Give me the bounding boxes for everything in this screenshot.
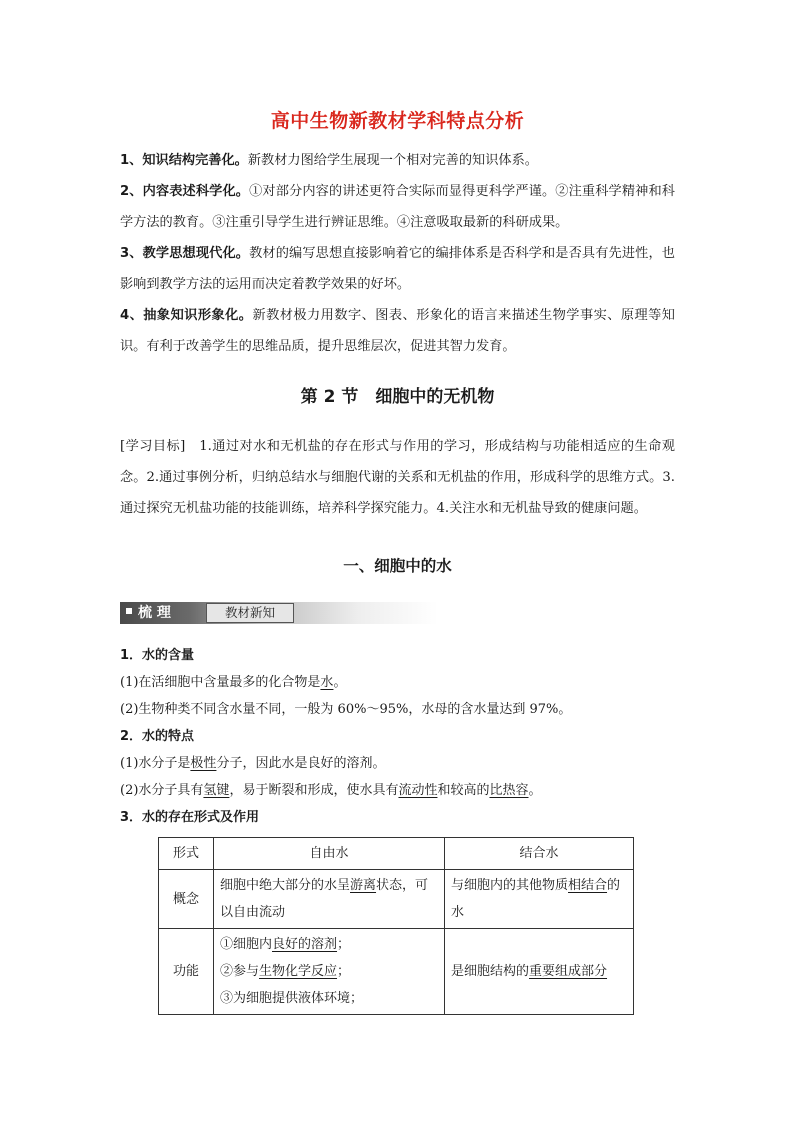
water-forms-heading (120, 804, 675, 831)
subsection-title: 一、细胞中的水 (343, 557, 452, 575)
water-prop-1 (120, 750, 675, 777)
feature-4 (120, 300, 675, 362)
function-line (220, 931, 438, 958)
table-row (159, 870, 634, 929)
learning-goals-text: 1.通过对水和无机盐的存在形式与作用的学习，形成结构与功能相适应的生命观念。2.通过事例分析，归纳总结水与细胞代谢的关系和无机盐的作用，形成科学的思维方式。3.通过探究无机盐功能的技能训练，培养科学探究能力。4.关注水和无机盐导致的健康问题。 (120, 439, 675, 516)
text: (2)水分子具有 (120, 783, 204, 798)
text: 与细胞内的其他物质 (451, 878, 569, 893)
feature-2 (120, 176, 675, 238)
feature-4-head: 4、抽象知识形象化。 (120, 308, 253, 323)
text: ①细胞内 (220, 937, 273, 952)
text: 细胞中绝大部分的水呈 (220, 878, 351, 893)
text: 。 (528, 783, 542, 798)
water-prop-2 (120, 777, 675, 804)
feature-3-body: 教材的编写思想直接影响着它的编排体系是否科学和是否具有先进性，也影响到教学方法的运用而决定着教学效果的好坏。 (120, 246, 675, 292)
table-row (159, 929, 634, 1015)
learning-goals (120, 431, 675, 524)
feature-3-head: 3、教学思想现代化。 (120, 246, 250, 261)
text: ②参与 (220, 964, 260, 979)
text: 和较高的 (437, 783, 490, 798)
feature-4-body: 新教材极力用数字、图表、形象化的语言来描述生物学事实、原理等知识。有利于改善学生的思维品质，提升思维层次，促进其智力发育。 (120, 308, 675, 354)
text: 分子，因此水是良好的溶剂。 (216, 756, 386, 771)
square-bullet-icon (126, 608, 132, 614)
document-body (120, 100, 675, 1015)
water-props-heading (120, 723, 675, 750)
text: 的水 (451, 878, 621, 920)
water-forms-table (158, 837, 634, 1015)
answer-blank: 相结合 (568, 878, 608, 893)
text: 。 (333, 675, 347, 690)
text: (1)水分子是 (120, 756, 191, 771)
table-header-cell: 自由水 (214, 838, 445, 870)
answer-blank: 重要组成部分 (529, 964, 608, 979)
text: (1)在活细胞中含量最多的化合物是 (120, 675, 321, 690)
feature-2-body: ①对部分内容的讲述更符合实际而显得更科学严谨。②注重科学精神和科学方法的教育。③注重引导学生进行辨证思维。④注意吸取最新的科研成果。 (120, 184, 675, 230)
banner-left-text: 梳 理 (138, 605, 171, 621)
learning-goals-tag: [学习目标] (120, 439, 186, 454)
answer-blank: 比热容 (489, 783, 529, 798)
feature-1-body: 新教材力图给学生展现一个相对完善的知识体系。 (247, 153, 538, 168)
table-cell (214, 870, 445, 929)
review-banner (120, 602, 438, 624)
answer-blank: 流动性 (398, 783, 438, 798)
answer-blank: 游离 (350, 878, 377, 893)
text: ； (337, 964, 351, 979)
table-header-row (159, 838, 634, 870)
section-title: 第 2 节 细胞中的无机物 (300, 387, 495, 407)
water-content-heading-text: 1．水的含量 (120, 648, 195, 663)
water-content-heading (120, 642, 675, 669)
feature-3 (120, 238, 675, 300)
feature-2-head: 2、内容表述科学化。 (120, 184, 250, 199)
row-label: 功能 (159, 929, 214, 1015)
table-cell (214, 929, 445, 1015)
answer-blank: 良好的溶剂 (272, 937, 338, 952)
banner-label-left (120, 602, 206, 624)
table-cell (445, 929, 634, 1015)
table-header-cell: 结合水 (445, 838, 634, 870)
answer-blank: 生物化学反应 (259, 964, 338, 979)
function-line: ③为细胞提供液体环境； (220, 991, 364, 1006)
water-content-1 (120, 669, 675, 696)
text: ，易于断裂和形成，使水具有 (229, 783, 399, 798)
water-content-2: (2)生物种类不同含水量不同，一般为 60%～95%，水母的含水量达到 97%。 (120, 702, 572, 717)
table-header-cell: 形式 (159, 838, 214, 870)
text: 是细胞结构的 (451, 964, 530, 979)
water-forms-heading-text: 3．水的存在形式及作用 (120, 810, 260, 825)
feature-1 (120, 145, 675, 176)
table-cell (445, 870, 634, 929)
text: ； (337, 937, 351, 952)
answer-blank: 氢键 (203, 783, 230, 798)
banner-label-right: 教材新知 (206, 603, 294, 623)
document-title: 高中生物新教材学科特点分析 (270, 110, 525, 132)
feature-1-head: 1、知识结构完善化。 (120, 153, 248, 168)
text: 状态，可以自由流动 (220, 878, 429, 920)
row-label: 概念 (159, 870, 214, 929)
function-line (220, 958, 438, 985)
water-props-heading-text: 2．水的特点 (120, 729, 195, 744)
answer-blank: 水 (320, 675, 334, 690)
answer-blank: 极性 (190, 756, 217, 771)
